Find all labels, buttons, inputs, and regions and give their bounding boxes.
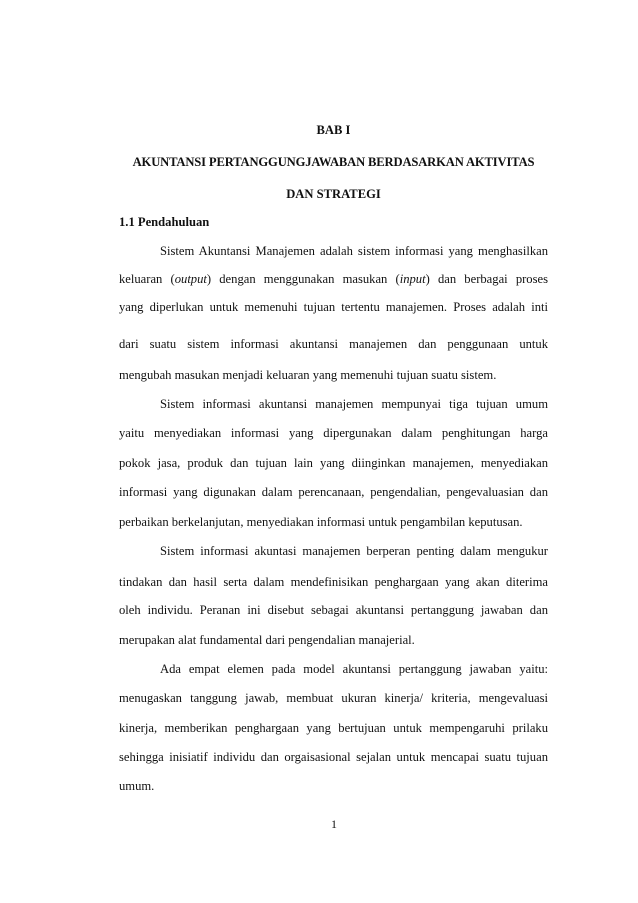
paragraph-2-line-3: pokok jasa, produk dan tujuan lain yang diinginkan manajemen, menyediakan <box>119 456 548 470</box>
chapter-title-line-1: AKUNTANSI PERTANGGUNGJAWABAN BERDASARKAN AKTIVITAS <box>132 155 535 169</box>
page-number: 1 <box>331 817 337 831</box>
paragraph-4-line-4: sehingga inisiatif individu dan orgaisasional sejalan untuk mencapai suatu tujuan <box>119 750 548 764</box>
paragraph-2-line-5: perbaikan berkelanjutan, menyediakan informasi untuk pengambilan keputusan. <box>119 515 523 529</box>
text-fragment: ) dan berbagai proses <box>425 272 548 286</box>
paragraph-3-line-4: merupakan alat fundamental dari pengendalian manajerial. <box>119 633 415 647</box>
text-fragment: ) dengan menggunakan masukan ( <box>206 272 400 286</box>
paragraph-1-line-1: Sistem Akuntansi Manajemen adalah sistem informasi yang menghasilkan <box>160 244 548 258</box>
paragraph-2-line-4: informasi yang digunakan dalam perencanaan, pengendalian, pengevaluasian dan <box>119 485 548 499</box>
paragraph-1-line-3: yang diperlukan untuk memenuhi tujuan tertentu manajemen. Proses adalah inti <box>119 300 548 314</box>
chapter-label: BAB I <box>316 123 351 137</box>
paragraph-3-line-1: Sistem informasi akuntasi manajemen berperan penting dalam mengukur <box>160 544 548 558</box>
text-fragment: keluaran ( <box>119 272 175 286</box>
section-heading: 1.1 Pendahuluan <box>119 215 210 229</box>
paragraph-3-line-3: oleh individu. Peranan ini disebut sebagai akuntansi pertanggung jawaban dan <box>119 603 548 617</box>
paragraph-4-line-2: menugaskan tanggung jawab, membuat ukuran kinerja/ kriteria, mengevaluasi <box>119 691 548 705</box>
paragraph-1-line-2 <box>119 271 548 287</box>
paragraph-1-line-4: dari suatu sistem informasi akuntansi manajemen dan penggunaan untuk <box>119 337 548 351</box>
italic-term-output: output <box>174 272 207 286</box>
paragraph-4-line-1: Ada empat elemen pada model akuntansi pertanggung jawaban yaitu: <box>160 662 548 676</box>
paragraph-2-line-2: yaitu menyediakan informasi yang dipergunakan dalam penghitungan harga <box>119 426 548 440</box>
paragraph-2-line-1: Sistem informasi akuntansi manajemen mempunyai tiga tujuan umum <box>160 397 548 411</box>
italic-term-input: input <box>399 272 426 286</box>
chapter-title-line-2: DAN STRATEGI <box>286 187 381 201</box>
paragraph-3-line-2: tindakan dan hasil serta dalam mendefinisikan penghargaan yang akan diterima <box>119 575 548 589</box>
paragraph-4-line-3: kinerja, memberikan penghargaan yang bertujuan untuk mempengaruhi prilaku <box>119 721 548 735</box>
paragraph-4-line-5: umum. <box>119 779 155 793</box>
paragraph-1-line-5: mengubah masukan menjadi keluaran yang memenuhi tujuan suatu sistem. <box>119 368 497 382</box>
